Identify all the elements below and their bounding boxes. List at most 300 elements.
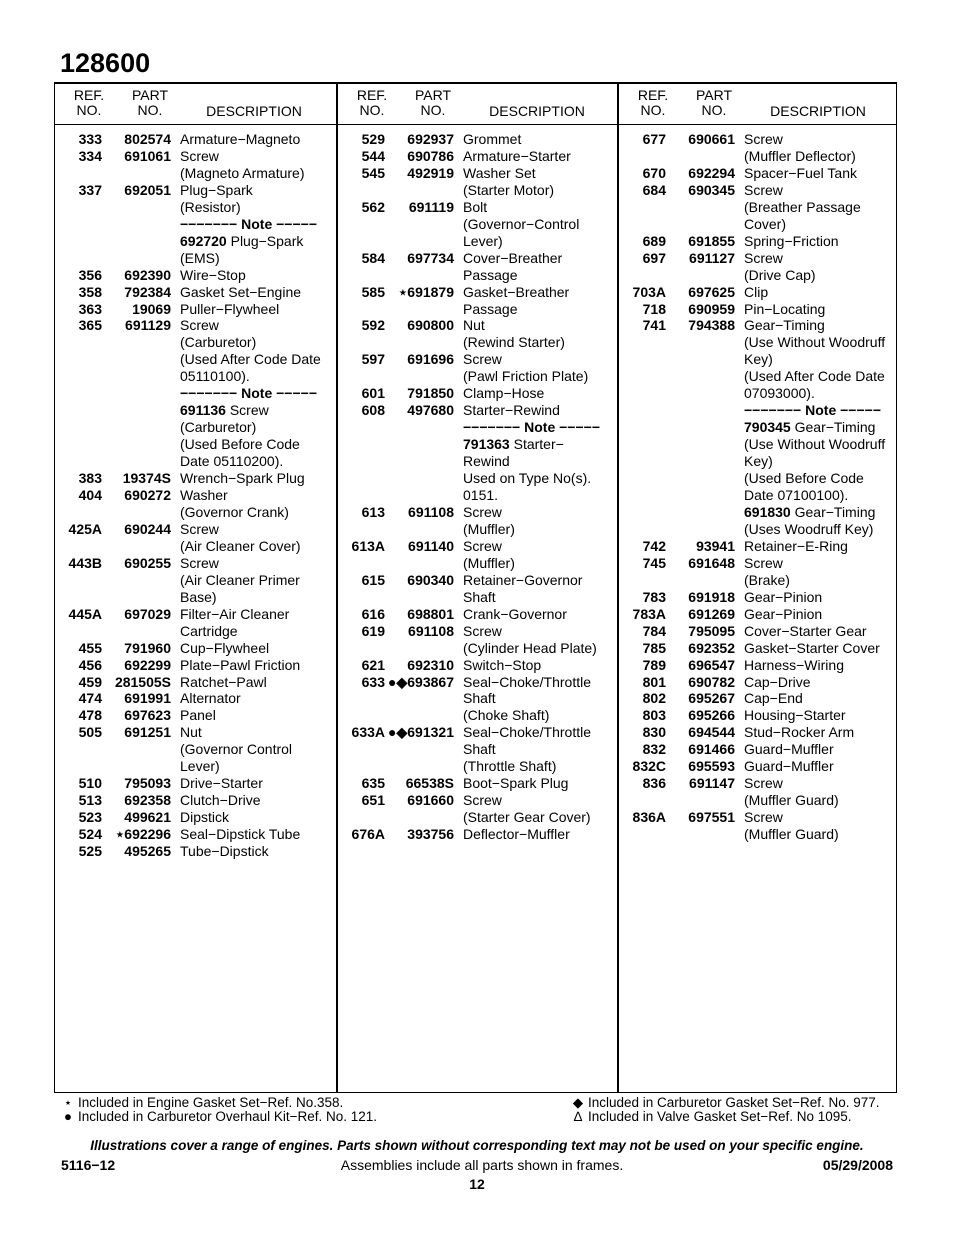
part-number: 281505S xyxy=(114,673,171,690)
description-line: Seal−Choke/Throttle xyxy=(463,724,592,741)
table-row xyxy=(619,674,900,691)
part-number: 691129 xyxy=(125,317,171,334)
description-line: −−−−−−− Note −−−−− xyxy=(180,215,317,232)
description-line: Screw xyxy=(463,503,502,520)
description-line: Spring−Friction xyxy=(744,232,839,249)
part-description xyxy=(171,284,330,301)
part-description xyxy=(171,148,330,182)
part-description xyxy=(454,724,613,775)
part-number: 499621 xyxy=(124,809,171,826)
ref-number: 677 xyxy=(642,131,666,147)
table-row xyxy=(338,131,619,148)
description-line: Armature−Magneto xyxy=(180,131,301,147)
part-description xyxy=(171,792,330,809)
part-description xyxy=(171,487,330,521)
description-line: (Use Without Woodruff xyxy=(744,334,886,351)
description-line: Alternator xyxy=(180,690,241,707)
part-number: 691991 xyxy=(124,690,171,707)
part-number: 497680 xyxy=(407,402,454,419)
table-row xyxy=(619,165,900,182)
ref-number: 613A xyxy=(351,537,385,554)
part-description xyxy=(735,555,894,589)
part-description xyxy=(735,758,894,775)
table-row xyxy=(55,640,336,657)
description-line: Screw xyxy=(463,351,502,368)
ref-number: 802 xyxy=(642,690,666,707)
part-description xyxy=(735,589,894,606)
table-row xyxy=(55,182,336,267)
part-description xyxy=(735,707,894,724)
table-row xyxy=(55,775,336,792)
description-line: Plate−Pawl Friction xyxy=(180,656,301,673)
ref-number: 832C xyxy=(632,758,666,775)
description-line: Seal−Dipstick Tube xyxy=(180,826,301,843)
part-number: 692358 xyxy=(124,792,171,809)
ref-number: 333 xyxy=(78,131,102,147)
part-number: 697625 xyxy=(688,283,735,300)
assemblies-note: Assemblies include all parts shown in frames. xyxy=(340,1157,624,1173)
part-number: 19374S xyxy=(122,470,171,487)
part-description xyxy=(735,233,894,250)
footnote-delta: ∆ Included in Valve Gasket Set−Ref. No 1095. xyxy=(568,1109,852,1124)
description-line: (Carburetor) xyxy=(180,334,257,351)
part-description xyxy=(171,640,330,657)
description-line: (Muffler Guard) xyxy=(744,826,839,843)
ref-number: 478 xyxy=(78,707,102,724)
table-row xyxy=(338,826,619,843)
ref-number: 741 xyxy=(642,317,666,334)
document-number: 5116−12 xyxy=(61,1157,116,1173)
description-line: Guard−Muffler xyxy=(744,758,834,775)
part-number: 691269 xyxy=(688,605,735,622)
description-line: 692720 Plug−Spark xyxy=(180,232,304,249)
ref-number: 832 xyxy=(642,741,666,758)
description-line: Screw xyxy=(463,622,502,639)
part-number: ⋆691879 xyxy=(398,283,454,300)
part-description xyxy=(735,623,894,640)
table-row xyxy=(338,775,619,792)
ref-number: 801 xyxy=(642,673,666,690)
part-description xyxy=(454,606,613,623)
part-number: 691251 xyxy=(124,724,171,741)
part-description xyxy=(735,674,894,691)
description-line: −−−−−−− Note −−−−− xyxy=(180,385,317,402)
table-row xyxy=(619,250,900,284)
part-number: 691127 xyxy=(689,249,735,266)
part-no-header: PART NO. xyxy=(131,87,169,118)
table-row xyxy=(338,351,619,385)
part-description xyxy=(454,250,613,284)
table-row xyxy=(338,284,619,318)
part-number: 495265 xyxy=(124,843,171,860)
description-line: Passage xyxy=(463,300,518,317)
part-number: 695267 xyxy=(688,690,735,707)
ref-number: 443B xyxy=(68,554,102,571)
part-number: 691918 xyxy=(688,588,735,605)
description-line: (Governor−Control xyxy=(463,215,580,232)
description-line: Seal−Choke/Throttle xyxy=(463,673,592,690)
ref-number: 608 xyxy=(361,402,385,419)
part-number: 697734 xyxy=(407,249,454,266)
diamond-icon: ◆ xyxy=(572,1095,584,1110)
description-line: (Starter Gear Cover) xyxy=(463,809,591,826)
table-row xyxy=(55,657,336,674)
part-description xyxy=(171,707,330,724)
part-number: 696547 xyxy=(688,656,735,673)
description-header: DESCRIPTION xyxy=(206,103,302,119)
table-row xyxy=(338,199,619,250)
table-row xyxy=(55,317,336,470)
description-line: (Starter Motor) xyxy=(463,181,555,198)
table-row xyxy=(619,724,900,741)
description-line: Screw xyxy=(744,775,783,792)
table-row xyxy=(55,724,336,775)
ref-number: 619 xyxy=(361,622,385,639)
table-row xyxy=(619,741,900,758)
column-header xyxy=(619,88,900,122)
ref-number: 585 xyxy=(361,283,385,300)
description-line: Screw xyxy=(744,249,783,266)
ref-number: 459 xyxy=(78,673,102,690)
description-line: (Resistor) xyxy=(180,198,241,215)
part-number: 692352 xyxy=(688,639,735,656)
table-row xyxy=(338,148,619,165)
description-line: Cartridge xyxy=(180,622,238,639)
ref-number: 697 xyxy=(642,249,666,266)
ref-number: 524 xyxy=(78,826,102,843)
description-line: (Used After Code Date xyxy=(180,351,321,368)
description-line: (Air Cleaner Cover) xyxy=(180,537,301,554)
part-number: 691660 xyxy=(407,792,454,809)
part-description xyxy=(171,301,330,318)
description-line: Gasket−Breather xyxy=(463,283,570,300)
part-number: ●◆693867 xyxy=(388,673,454,690)
description-line: Screw xyxy=(744,809,783,826)
description-line: (Used Before Code xyxy=(180,436,300,453)
ref-number: 363 xyxy=(78,300,102,317)
part-description xyxy=(735,250,894,284)
part-description xyxy=(171,775,330,792)
part-description xyxy=(735,775,894,809)
table-row xyxy=(619,182,900,233)
part-number: 691108 xyxy=(408,622,454,639)
part-description xyxy=(454,623,613,657)
part-description xyxy=(171,267,330,284)
part-number: 690786 xyxy=(407,147,454,164)
description-line: (Used Before Code xyxy=(744,470,864,487)
description-line: Cover) xyxy=(744,215,787,232)
table-row xyxy=(338,657,619,674)
description-line: Cup−Flywheel xyxy=(180,639,270,656)
description-line: Retainer−Governor xyxy=(463,571,583,588)
table-row xyxy=(619,538,900,555)
part-number: 690959 xyxy=(688,300,735,317)
illustrations-note: Illustrations cover a range of engines. Parts shown without corresponding text may not be used on your specific engine. xyxy=(90,1138,864,1153)
table-row xyxy=(338,402,619,504)
table-row xyxy=(338,674,619,725)
part-number: 802574 xyxy=(124,131,171,147)
description-line: Grommet xyxy=(463,131,522,147)
delta-icon: ∆ xyxy=(573,1109,583,1124)
parts-column-2 xyxy=(336,84,619,1092)
ref-number: 334 xyxy=(78,147,102,164)
description-line: Screw xyxy=(180,520,219,537)
part-description xyxy=(454,657,613,674)
ref-number: 592 xyxy=(361,317,385,334)
description-line: (Pawl Friction Plate) xyxy=(463,368,589,385)
ref-number: 633 xyxy=(361,673,385,690)
ref-number: 718 xyxy=(642,300,666,317)
table-row xyxy=(338,792,619,826)
table-row xyxy=(619,131,900,165)
part-number: 692051 xyxy=(124,181,171,198)
description-line: Wire−Stop xyxy=(180,266,246,283)
part-number: 691147 xyxy=(689,775,735,792)
description-line: (Muffler) xyxy=(463,520,515,537)
part-description xyxy=(454,674,613,725)
part-description xyxy=(735,724,894,741)
footnote-diamond: ◆ Included in Carburetor Gasket Set−Ref. No. 977. xyxy=(568,1095,880,1111)
table-row xyxy=(619,589,900,606)
ref-number: 616 xyxy=(361,605,385,622)
part-number: 690782 xyxy=(688,673,735,690)
footnote-star: ⋆ Included in Engine Gasket Set−Ref. No.358. xyxy=(58,1095,343,1111)
part-number: 794388 xyxy=(688,317,735,334)
part-number: 697551 xyxy=(688,809,735,826)
description-line: Cover−Breather xyxy=(463,249,563,266)
ref-number: 783A xyxy=(632,605,666,622)
description-line: Clip xyxy=(744,283,769,300)
part-description xyxy=(454,351,613,385)
part-description xyxy=(454,317,613,351)
table-row xyxy=(55,521,336,555)
description-line: Gear−Pinion xyxy=(744,605,823,622)
ref-number: 597 xyxy=(361,351,385,368)
description-line: Screw xyxy=(744,181,783,198)
part-description xyxy=(454,504,613,538)
part-description xyxy=(454,792,613,826)
description-line: (Muffler Guard) xyxy=(744,792,839,809)
description-line: (Drive Cap) xyxy=(744,266,816,283)
ref-number: 545 xyxy=(361,164,385,181)
part-description xyxy=(735,657,894,674)
description-line: (Choke Shaft) xyxy=(463,707,550,724)
table-row xyxy=(619,809,900,843)
ref-number: 455 xyxy=(78,639,102,656)
ref-number: 525 xyxy=(78,843,102,860)
description-line: Panel xyxy=(180,707,216,724)
ref-number: 621 xyxy=(361,656,385,673)
description-line: Date 07100100). xyxy=(744,487,849,504)
part-number: 695266 xyxy=(688,707,735,724)
ref-number: 456 xyxy=(78,656,102,673)
part-description xyxy=(454,826,613,843)
description-line: (Carburetor) xyxy=(180,419,257,436)
description-line: (Uses Woodruff Key) xyxy=(744,520,874,537)
table-row xyxy=(55,606,336,640)
ref-number: 337 xyxy=(78,181,102,198)
description-line: (Rewind Starter) xyxy=(463,334,565,351)
part-no-header: PART NO. xyxy=(695,87,733,118)
description-line: Rewind xyxy=(463,453,510,470)
ref-no-header: REF. NO. xyxy=(637,87,669,118)
ref-number: 635 xyxy=(361,775,385,792)
table-row xyxy=(55,131,336,148)
part-description xyxy=(735,131,894,165)
page-number: 12 xyxy=(469,1176,485,1192)
ref-number: 676A xyxy=(351,826,385,843)
part-number: 792384 xyxy=(124,283,171,300)
part-description xyxy=(171,131,330,148)
part-description xyxy=(171,826,330,843)
ref-number: 601 xyxy=(361,385,385,402)
part-number: 690255 xyxy=(124,554,171,571)
part-number: 691140 xyxy=(408,537,454,554)
ref-number: 445A xyxy=(68,605,102,622)
ref-number: 544 xyxy=(361,147,385,164)
part-number: 691696 xyxy=(407,351,454,368)
part-description xyxy=(735,182,894,233)
description-line: (Muffler Deflector) xyxy=(744,147,856,164)
ref-number: 529 xyxy=(361,131,385,147)
description-line: (Breather Passage xyxy=(744,198,861,215)
ref-number: 404 xyxy=(78,487,102,504)
description-line: Housing−Starter xyxy=(744,707,846,724)
description-line: Gasket−Starter Cover xyxy=(744,639,880,656)
part-description xyxy=(171,182,330,267)
description-line: Ratchet−Pawl xyxy=(180,673,267,690)
part-number: 692390 xyxy=(124,266,171,283)
part-description xyxy=(171,606,330,640)
description-line: Screw xyxy=(463,792,502,809)
table-row xyxy=(619,758,900,775)
description-line: Dipstick xyxy=(180,809,230,826)
ref-number: 474 xyxy=(78,690,102,707)
part-number: 690661 xyxy=(688,131,735,147)
table-row xyxy=(619,301,900,318)
description-line: Clamp−Hose xyxy=(463,385,545,402)
part-number: 66538S xyxy=(405,775,454,792)
description-line: 790345 Gear−Timing xyxy=(744,419,876,436)
table-row xyxy=(55,267,336,284)
table-row xyxy=(338,165,619,199)
part-description xyxy=(454,402,613,504)
description-line: Cover−Starter Gear xyxy=(744,622,867,639)
table-row xyxy=(55,301,336,318)
part-description xyxy=(735,606,894,623)
description-line: Lever) xyxy=(463,232,503,249)
part-description xyxy=(171,521,330,555)
table-row xyxy=(619,775,900,809)
part-description xyxy=(171,470,330,487)
part-number: 692310 xyxy=(407,656,454,673)
description-line: Gasket Set−Engine xyxy=(180,283,302,300)
description-line: Shaft xyxy=(463,741,496,758)
part-description xyxy=(171,724,330,775)
part-description xyxy=(171,657,330,674)
description-line: Washer Set xyxy=(463,164,536,181)
ref-number: 783 xyxy=(642,588,666,605)
parts-rows xyxy=(55,131,336,860)
ref-number: 613 xyxy=(361,503,385,520)
description-line: Bolt xyxy=(463,198,488,215)
description-line: Shaft xyxy=(463,588,496,605)
description-line: Cap−End xyxy=(744,690,803,707)
description-line: Armature−Starter xyxy=(463,147,571,164)
ref-number: 651 xyxy=(361,792,385,809)
table-row xyxy=(619,555,900,589)
description-line: (Used After Code Date xyxy=(744,368,885,385)
ref-number: 836A xyxy=(632,809,666,826)
description-line: Key) xyxy=(744,351,773,368)
ref-number: 785 xyxy=(642,639,666,656)
description-line: Screw xyxy=(463,537,502,554)
part-number: 690800 xyxy=(407,317,454,334)
part-number: 19069 xyxy=(132,300,171,317)
description-line: 05110100). xyxy=(180,368,250,385)
page-title: 128600 xyxy=(60,48,151,78)
ref-number: 803 xyxy=(642,707,666,724)
table-row xyxy=(338,538,619,572)
table-row xyxy=(619,317,900,537)
table-row xyxy=(55,792,336,809)
part-description xyxy=(171,843,330,860)
ref-number: 742 xyxy=(642,537,666,554)
description-line: (Muffler) xyxy=(463,554,515,571)
ref-number: 510 xyxy=(78,775,102,792)
ref-number: 745 xyxy=(642,554,666,571)
table-row xyxy=(619,690,900,707)
description-line: Spacer−Fuel Tank xyxy=(744,164,857,181)
description-line: (Magneto Armature) xyxy=(180,164,305,181)
table-row xyxy=(55,809,336,826)
part-number: 695593 xyxy=(688,758,735,775)
description-line: Screw xyxy=(180,147,219,164)
description-line: Plug−Spark xyxy=(180,181,253,198)
description-line: (Cylinder Head Plate) xyxy=(463,639,597,656)
description-line: Drive−Starter xyxy=(180,775,263,792)
ref-number: 830 xyxy=(642,724,666,741)
description-line: Screw xyxy=(180,554,219,571)
table-row xyxy=(619,233,900,250)
description-line: Pin−Locating xyxy=(744,300,826,317)
part-description xyxy=(735,317,894,537)
ref-number: 615 xyxy=(361,571,385,588)
description-line: 691830 Gear−Timing xyxy=(744,503,876,520)
description-line: Lever) xyxy=(180,758,220,775)
table-row xyxy=(619,606,900,623)
part-description xyxy=(171,674,330,691)
part-number: 795095 xyxy=(688,622,735,639)
description-line: Used on Type No(s). xyxy=(463,470,592,487)
description-line: −−−−−−− Note −−−−− xyxy=(463,419,600,436)
description-line: −−−−−−− Note −−−−− xyxy=(744,402,881,419)
part-number: 690345 xyxy=(688,181,735,198)
table-row xyxy=(55,555,336,606)
description-line: Boot−Spark Plug xyxy=(463,775,569,792)
ref-number: 513 xyxy=(78,792,102,809)
ref-number: 425A xyxy=(68,520,102,537)
table-row xyxy=(619,284,900,301)
description-line: Date 05110200). xyxy=(180,453,284,470)
description-line: Base) xyxy=(180,588,217,605)
table-row xyxy=(338,572,619,606)
parts-column-1 xyxy=(55,84,336,1092)
description-line: Key) xyxy=(744,453,773,470)
part-number: 694544 xyxy=(688,724,735,741)
ref-number: 523 xyxy=(78,809,102,826)
description-line: 791363 Starter− xyxy=(463,436,564,453)
